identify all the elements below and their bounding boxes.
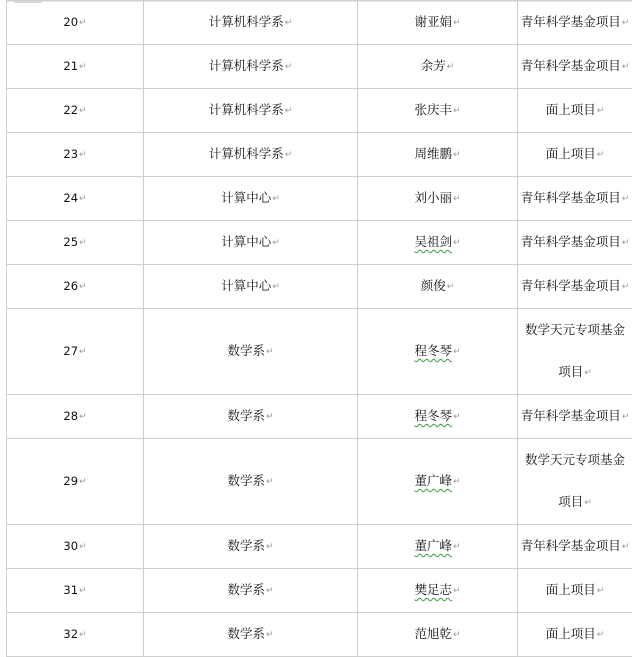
department-cell[interactable]: 数学系↵ — [144, 439, 358, 525]
paragraph-mark: ↵ — [622, 18, 630, 28]
name-cell[interactable]: 樊足志↵ — [358, 569, 518, 613]
project-cell[interactable]: 面上项目↵ — [518, 89, 632, 133]
row-number-cell[interactable]: 27↵ — [7, 309, 144, 395]
name-cell[interactable]: 颜俊↵ — [358, 265, 518, 309]
row-number-cell[interactable]: 22↵ — [7, 89, 144, 133]
paragraph-mark: ↵ — [79, 194, 87, 204]
paragraph-mark: ↵ — [285, 62, 293, 72]
table-row — [7, 1, 632, 45]
project-cell[interactable]: 青年科学基金项目↵ — [518, 221, 632, 265]
paragraph-mark: ↵ — [272, 194, 280, 204]
row-number-cell[interactable]: 23↵ — [7, 133, 144, 177]
paragraph-mark: ↵ — [79, 18, 87, 28]
paragraph-mark: ↵ — [453, 238, 461, 248]
name-cell[interactable]: 余芳↵ — [358, 45, 518, 89]
project-table — [6, 0, 632, 657]
paragraph-mark: ↵ — [597, 106, 605, 116]
paragraph-mark: ↵ — [285, 18, 293, 28]
name-cell[interactable]: 谢亚娟↵ — [358, 1, 518, 45]
paragraph-mark: ↵ — [79, 347, 87, 357]
department-cell[interactable]: 数学系↵ — [144, 613, 358, 657]
paragraph-mark: ↵ — [597, 586, 605, 596]
paragraph-mark: ↵ — [285, 150, 293, 160]
name-cell[interactable]: 董广峰↵ — [358, 439, 518, 525]
paragraph-mark: ↵ — [285, 106, 293, 116]
paragraph-mark: ↵ — [622, 412, 630, 422]
paragraph-mark: ↵ — [79, 62, 87, 72]
paragraph-mark: ↵ — [79, 106, 87, 116]
paragraph-mark: ↵ — [79, 412, 87, 422]
table-row — [7, 89, 632, 133]
paragraph-mark: ↵ — [453, 630, 461, 640]
row-number-cell[interactable]: 32↵ — [7, 613, 144, 657]
paragraph-mark: ↵ — [266, 542, 274, 552]
paragraph-mark: ↵ — [79, 282, 87, 292]
department-cell[interactable]: 计算机科学系↵ — [144, 1, 358, 45]
project-cell[interactable]: 青年科学基金项目↵ — [518, 525, 632, 569]
row-number-cell[interactable]: 20↵ — [7, 1, 144, 45]
department-cell[interactable]: 计算机科学系↵ — [144, 45, 358, 89]
row-number-cell[interactable]: 31↵ — [7, 569, 144, 613]
row-number-cell[interactable]: 28↵ — [7, 395, 144, 439]
paragraph-mark: ↵ — [266, 586, 274, 596]
project-cell[interactable]: 青年科学基金项目↵ — [518, 265, 632, 309]
project-cell[interactable]: 数学天元专项基金 项目↵ — [518, 439, 632, 525]
table-row — [7, 613, 632, 657]
department-cell[interactable]: 计算中心↵ — [144, 221, 358, 265]
department-cell[interactable]: 数学系↵ — [144, 569, 358, 613]
paragraph-mark: ↵ — [453, 412, 461, 422]
row-number-cell[interactable]: 25↵ — [7, 221, 144, 265]
project-cell[interactable]: 面上项目↵ — [518, 569, 632, 613]
paragraph-mark: ↵ — [597, 630, 605, 640]
row-number-cell[interactable]: 26↵ — [7, 265, 144, 309]
row-number-cell[interactable]: 29↵ — [7, 439, 144, 525]
paragraph-mark: ↵ — [447, 282, 455, 292]
row-number-cell[interactable]: 30↵ — [7, 525, 144, 569]
paragraph-mark: ↵ — [584, 368, 592, 378]
paragraph-mark: ↵ — [79, 630, 87, 640]
name-cell[interactable]: 刘小丽↵ — [358, 177, 518, 221]
table-row — [7, 221, 632, 265]
paragraph-mark: ↵ — [79, 477, 87, 487]
project-cell[interactable]: 青年科学基金项目↵ — [518, 177, 632, 221]
left-page-border — [6, 0, 7, 632]
name-cell[interactable]: 吴祖剑↵ — [358, 221, 518, 265]
paragraph-mark: ↵ — [622, 194, 630, 204]
name-cell[interactable]: 周维鹏↵ — [358, 133, 518, 177]
row-number-cell[interactable]: 21↵ — [7, 45, 144, 89]
project-cell[interactable]: 面上项目↵ — [518, 133, 632, 177]
paragraph-mark: ↵ — [266, 630, 274, 640]
paragraph-mark: ↵ — [447, 62, 455, 72]
department-cell[interactable]: 数学系↵ — [144, 525, 358, 569]
paragraph-mark: ↵ — [266, 477, 274, 487]
paragraph-mark: ↵ — [79, 238, 87, 248]
name-cell[interactable]: 张庆丰↵ — [358, 89, 518, 133]
project-cell[interactable]: 面上项目↵ — [518, 613, 632, 657]
paragraph-mark: ↵ — [453, 542, 461, 552]
paragraph-mark: ↵ — [597, 150, 605, 160]
paragraph-mark: ↵ — [272, 238, 280, 248]
paragraph-mark: ↵ — [79, 542, 87, 552]
paragraph-mark: ↵ — [272, 282, 280, 292]
paragraph-mark: ↵ — [266, 347, 274, 357]
paragraph-mark: ↵ — [622, 542, 630, 552]
department-cell[interactable]: 计算中心↵ — [144, 265, 358, 309]
paragraph-mark: ↵ — [453, 477, 461, 487]
project-cell[interactable]: 青年科学基金项目↵ — [518, 1, 632, 45]
name-cell[interactable]: 董广峰↵ — [358, 525, 518, 569]
table-row — [7, 439, 632, 525]
paragraph-mark: ↵ — [453, 586, 461, 596]
paragraph-mark: ↵ — [453, 150, 461, 160]
department-cell[interactable]: 数学系↵ — [144, 309, 358, 395]
table-row — [7, 265, 632, 309]
project-cell[interactable]: 青年科学基金项目↵ — [518, 395, 632, 439]
name-cell[interactable]: 范旭乾↵ — [358, 613, 518, 657]
name-cell[interactable]: 程冬琴↵ — [358, 395, 518, 439]
table-row — [7, 133, 632, 177]
table-row — [7, 525, 632, 569]
paragraph-mark: ↵ — [622, 238, 630, 248]
table-row — [7, 177, 632, 221]
paragraph-mark: ↵ — [622, 62, 630, 72]
paragraph-mark: ↵ — [453, 347, 461, 357]
paragraph-mark: ↵ — [453, 106, 461, 116]
paragraph-mark: ↵ — [622, 282, 630, 292]
paragraph-mark: ↵ — [453, 194, 461, 204]
paragraph-mark: ↵ — [584, 498, 592, 508]
table-row — [7, 395, 632, 439]
table-row — [7, 45, 632, 89]
name-cell[interactable]: 程冬琴↵ — [358, 309, 518, 395]
table-row — [7, 309, 632, 395]
table-row — [7, 569, 632, 613]
project-cell[interactable]: 数学天元专项基金 项目↵ — [518, 309, 632, 395]
paragraph-mark: ↵ — [79, 150, 87, 160]
row-number-cell[interactable]: 24↵ — [7, 177, 144, 221]
department-cell[interactable]: 计算机科学系↵ — [144, 133, 358, 177]
department-cell[interactable]: 计算机科学系↵ — [144, 89, 358, 133]
paragraph-mark: ↵ — [79, 586, 87, 596]
department-cell[interactable]: 数学系↵ — [144, 395, 358, 439]
paragraph-mark: ↵ — [266, 412, 274, 422]
department-cell[interactable]: 计算中心↵ — [144, 177, 358, 221]
project-cell[interactable]: 青年科学基金项目↵ — [518, 45, 632, 89]
paragraph-mark: ↵ — [453, 18, 461, 28]
